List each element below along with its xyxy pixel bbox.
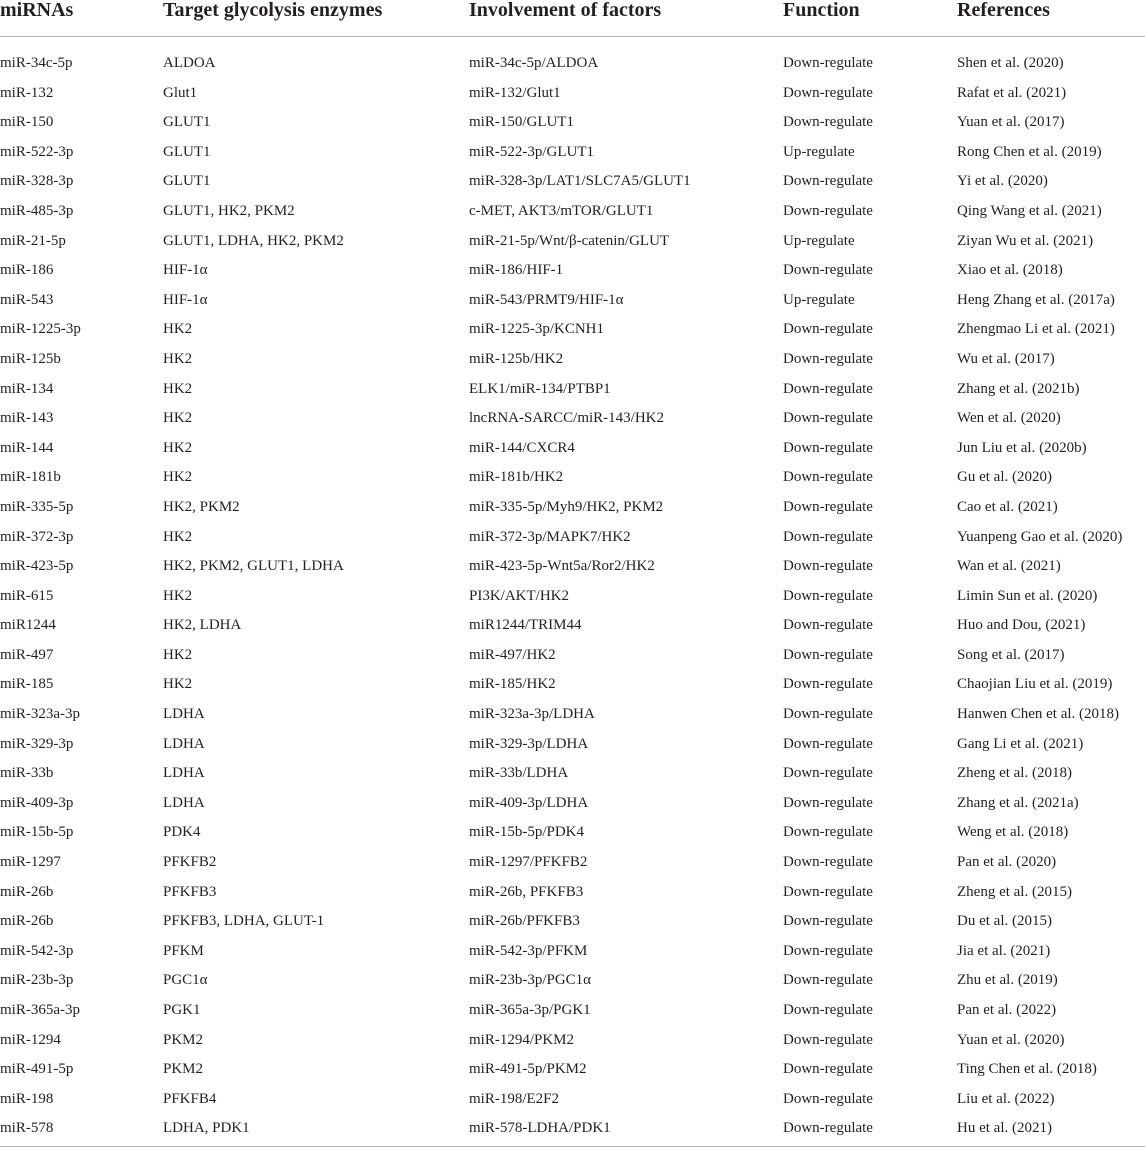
cell-target-enzymes: HK2 — [163, 350, 193, 367]
cell-involvement: miR-542-3p/PFKM — [469, 942, 588, 959]
cell-mirna: miR-1225-3p — [0, 321, 81, 338]
cell-function: Down-regulate — [783, 321, 873, 338]
cell-involvement: miR-423-5p-Wnt5a/Ror2/HK2 — [469, 558, 655, 575]
cell-reference: Zhang et al. (2021b) — [957, 380, 1080, 397]
cell-function: Down-regulate — [783, 380, 873, 397]
cell-target-enzymes: HK2 — [163, 646, 193, 663]
cell-mirna: miR-144 — [0, 439, 54, 456]
cell-target-enzymes: ALDOA — [163, 55, 216, 71]
cell-involvement: miR-328-3p/LAT1/SLC7A5/GLUT1 — [469, 173, 691, 190]
cell-involvement: miR-335-5p/Myh9/HK2, PKM2 — [469, 498, 664, 515]
cell-involvement: miR-132/Glut1 — [469, 84, 561, 101]
cell-function: Down-regulate — [783, 262, 873, 279]
cell-target-enzymes: HK2 — [163, 469, 193, 486]
cell-reference: Weng et al. (2018) — [957, 824, 1069, 841]
cell-function: Down-regulate — [783, 84, 873, 101]
cell-reference: Zhengmao Li et al. (2021) — [957, 321, 1115, 338]
cell-target-enzymes: PFKFB4 — [163, 1090, 217, 1107]
cell-reference: Wu et al. (2017) — [957, 350, 1055, 367]
table-row — [0, 1085, 1145, 1115]
cell-reference: Rafat et al. (2021) — [957, 84, 1067, 101]
cell-involvement: miR-34c-5p/ALDOA — [469, 55, 599, 71]
cell-involvement: miR-181b/HK2 — [469, 469, 564, 486]
cell-involvement: miR-23b-3p/PGC1α — [469, 972, 592, 989]
table-row — [0, 966, 1145, 996]
cell-function: Down-regulate — [783, 1114, 957, 1146]
cell-involvement: miR-409-3p/LDHA — [469, 794, 589, 811]
cell-involvement: miR-491-5p/PKM2 — [469, 1061, 587, 1078]
cell-mirna: miR-497 — [0, 646, 54, 663]
cell-target-enzymes: HK2 — [163, 439, 193, 456]
cell-function: Down-regulate — [783, 883, 873, 900]
cell-function: Down-regulate — [783, 350, 873, 367]
cell-target-enzymes: GLUT1 — [163, 114, 211, 131]
cell-involvement: miR-198/E2F2 — [469, 1090, 560, 1107]
cell-reference: Liu et al. (2022) — [957, 1090, 1055, 1107]
cell-target-enzymes: PGC1α — [163, 972, 208, 989]
cell-target-enzymes: HK2 — [163, 321, 193, 338]
cell-reference: Pan et al. (2022) — [957, 1002, 1057, 1018]
cell-target-enzymes: PDK4 — [163, 824, 201, 841]
cell-target-enzymes: HK2, PKM2, GLUT1, LDHA — [163, 558, 344, 575]
cell-mirna: miR-615 — [0, 587, 54, 604]
cell-function: Up-regulate — [783, 291, 855, 308]
cell-function: Down-regulate — [783, 173, 873, 190]
cell-mirna: miR-150 — [0, 114, 54, 131]
cell-reference: Wan et al. (2021) — [957, 558, 1061, 575]
cell-mirna: miR-15b-5p — [0, 824, 74, 841]
cell-reference: Ziyan Wu et al. (2021) — [957, 232, 1094, 249]
cell-reference: Yuan et al. (2020) — [957, 1031, 1065, 1048]
cell-reference: Xiao et al. (2018) — [957, 262, 1063, 279]
cell-mirna: miR-485-3p — [0, 202, 74, 219]
cell-mirna: miR-491-5p — [0, 1061, 74, 1078]
cell-involvement: miR1244/TRIM44 — [469, 617, 582, 634]
cell-involvement: miR-185/HK2 — [469, 676, 556, 693]
cell-target-enzymes: LDHA — [163, 735, 205, 752]
cell-function: Up-regulate — [783, 232, 855, 249]
cell-target-enzymes: PFKFB3 — [163, 883, 217, 900]
cell-target-enzymes: LDHA, PDK1 — [163, 1114, 469, 1146]
cell-target-enzymes: Glut1 — [163, 84, 198, 101]
cell-involvement: miR-1225-3p/KCNH1 — [469, 321, 604, 338]
cell-involvement: miR-372-3p/MAPK7/HK2 — [469, 528, 631, 545]
cell-mirna: miR-543 — [0, 291, 54, 308]
cell-reference: Gu et al. (2020) — [957, 469, 1052, 486]
cell-mirna: miR-186 — [0, 262, 54, 279]
cell-mirna: miR-323a-3p — [0, 706, 80, 723]
table-row — [0, 197, 1145, 227]
cell-mirna: miR-329-3p — [0, 735, 74, 752]
cell-mirna: miR-21-5p — [0, 232, 66, 249]
cell-function: Down-regulate — [783, 972, 873, 989]
cell-function: Down-regulate — [783, 765, 873, 782]
cell-mirna: miR-185 — [0, 676, 54, 693]
table-row — [0, 37, 1145, 79]
cell-function: Down-regulate — [783, 498, 873, 515]
cell-target-enzymes: LDHA — [163, 794, 205, 811]
cell-reference: Du et al. (2015) — [957, 913, 1052, 930]
cell-function: Down-regulate — [783, 794, 873, 811]
cell-mirna: miR-132 — [0, 84, 54, 101]
cell-function: Down-regulate — [783, 1090, 873, 1107]
cell-reference: Jun Liu et al. (2020b) — [957, 439, 1087, 456]
cell-function: Down-regulate — [783, 1061, 873, 1078]
table-row — [0, 434, 1145, 464]
cell-function: Down-regulate — [783, 558, 873, 575]
cell-target-enzymes: PGK1 — [163, 1002, 201, 1018]
cell-target-enzymes: GLUT1, HK2, PKM2 — [163, 202, 295, 219]
table-row — [0, 227, 1145, 257]
cell-target-enzymes: HK2 — [163, 528, 193, 545]
cell-target-enzymes: PKM2 — [163, 1031, 204, 1048]
cell-function: Down-regulate — [783, 646, 873, 663]
cell-mirna: miR-23b-3p — [0, 972, 74, 989]
cell-function: Down-regulate — [783, 439, 873, 456]
cell-reference: Rong Chen et al. (2019) — [957, 143, 1102, 160]
table-row — [0, 375, 1145, 405]
table-row — [0, 256, 1145, 286]
cell-involvement: miR-26b, PFKFB3 — [469, 883, 584, 900]
cell-mirna: miR-409-3p — [0, 794, 74, 811]
cell-function: Down-regulate — [783, 854, 873, 871]
cell-involvement: miR-26b/PFKFB3 — [469, 913, 580, 930]
cell-involvement: miR-1294/PKM2 — [469, 1031, 575, 1048]
cell-reference: Heng Zhang et al. (2017a) — [957, 291, 1115, 308]
cell-target-enzymes: PFKFB3, LDHA, GLUT-1 — [163, 913, 325, 930]
cell-target-enzymes: HK2 — [163, 410, 193, 427]
cell-function: Down-regulate — [783, 469, 873, 486]
table-row — [0, 878, 1145, 908]
cell-reference: Limin Sun et al. (2020) — [957, 587, 1098, 604]
cell-involvement: miR-497/HK2 — [469, 646, 556, 663]
table-row — [0, 345, 1145, 375]
table-row — [0, 582, 1145, 612]
table-row — [0, 286, 1145, 316]
header-target-enzymes: Target glycolysis enzymes — [163, 0, 469, 37]
cell-function: Down-regulate — [783, 1031, 873, 1048]
cell-involvement: miR-186/HIF-1 — [469, 262, 564, 279]
table-row — [0, 315, 1145, 345]
cell-involvement: c-MET, AKT3/mTOR/GLUT1 — [469, 202, 654, 219]
header-mirnas: miRNAs — [0, 0, 163, 37]
cell-mirna: miR-1294 — [0, 1031, 61, 1048]
cell-reference: Wen et al. (2020) — [957, 410, 1061, 427]
cell-mirna: miR-125b — [0, 350, 61, 367]
cell-reference: Shen et al. (2020) — [957, 55, 1064, 71]
table-row — [0, 670, 1145, 700]
cell-mirna: miR-365a-3p — [0, 1002, 80, 1018]
cell-target-enzymes: PKM2 — [163, 1061, 204, 1078]
cell-involvement: miR-365a-3p/PGK1 — [469, 1002, 591, 1018]
table-row — [0, 523, 1145, 553]
cell-target-enzymes: GLUT1, LDHA, HK2, PKM2 — [163, 232, 344, 249]
cell-reference: Song et al. (2017) — [957, 646, 1065, 663]
table-row — [0, 937, 1145, 967]
cell-mirna: miR-522-3p — [0, 143, 74, 160]
cell-target-enzymes: PFKM — [163, 942, 204, 959]
cell-involvement: miR-144/CXCR4 — [469, 439, 575, 456]
cell-reference: Zheng et al. (2018) — [957, 765, 1072, 782]
cell-mirna: miR-33b — [0, 765, 54, 782]
header-involvement-factors: Involvement of factors — [469, 0, 783, 37]
cell-involvement: miR-15b-5p/PDK4 — [469, 824, 585, 841]
cell-involvement: miR-522-3p/GLUT1 — [469, 143, 594, 160]
cell-mirna: miR-34c-5p — [0, 55, 73, 71]
cell-mirna: miR-198 — [0, 1090, 54, 1107]
cell-involvement: miR-125b/HK2 — [469, 350, 564, 367]
cell-mirna: miR-542-3p — [0, 942, 74, 959]
table-row — [0, 700, 1145, 730]
cell-reference: Zhang et al. (2021a) — [957, 794, 1079, 811]
cell-function: Down-regulate — [783, 735, 873, 752]
table-row — [0, 1114, 1145, 1146]
cell-reference: Hanwen Chen et al. (2018) — [957, 706, 1120, 723]
table-row — [0, 108, 1145, 138]
cell-function: Down-regulate — [783, 824, 873, 841]
cell-reference: Yuanpeng Gao et al. (2020) — [957, 528, 1123, 545]
table-row — [0, 996, 1145, 1026]
table-row — [0, 404, 1145, 434]
table-row — [0, 552, 1145, 582]
cell-target-enzymes: HK2 — [163, 380, 193, 397]
cell-reference: Yuan et al. (2017) — [957, 114, 1065, 131]
cell-reference: Jia et al. (2021) — [957, 942, 1051, 959]
cell-reference: Zheng et al. (2015) — [957, 883, 1072, 900]
cell-mirna: miR-26b — [0, 883, 54, 900]
table-row — [0, 611, 1145, 641]
cell-target-enzymes: HIF-1α — [163, 262, 208, 279]
cell-function: Down-regulate — [783, 617, 873, 634]
table-body — [0, 37, 1145, 1147]
cell-reference: Qing Wang et al. (2021) — [957, 202, 1102, 219]
table-row — [0, 167, 1145, 197]
cell-target-enzymes: HK2, PKM2 — [163, 498, 240, 515]
cell-involvement: ELK1/miR-134/PTBP1 — [469, 380, 611, 397]
cell-mirna: miR-181b — [0, 469, 61, 486]
cell-target-enzymes: LDHA — [163, 706, 205, 723]
cell-mirna: miR-1297 — [0, 854, 61, 871]
cell-function: Down-regulate — [783, 55, 873, 71]
cell-reference: Hu et al. (2021) — [957, 1114, 1145, 1146]
cell-function: Down-regulate — [783, 114, 873, 131]
cell-involvement: PI3K/AKT/HK2 — [469, 587, 569, 604]
cell-mirna: miR-335-5p — [0, 498, 74, 515]
header-function: Function — [783, 0, 957, 37]
table-row — [0, 493, 1145, 523]
cell-involvement: miR-329-3p/LDHA — [469, 735, 589, 752]
cell-function: Down-regulate — [783, 528, 873, 545]
cell-target-enzymes: HK2 — [163, 676, 193, 693]
cell-target-enzymes: GLUT1 — [163, 143, 211, 160]
cell-reference: Cao et al. (2021) — [957, 498, 1058, 515]
cell-reference: Ting Chen et al. (2018) — [957, 1061, 1097, 1078]
cell-function: Down-regulate — [783, 706, 873, 723]
cell-reference: Chaojian Liu et al. (2019) — [957, 676, 1113, 693]
table-row — [0, 79, 1145, 109]
cell-target-enzymes: PFKFB2 — [163, 854, 217, 871]
cell-function: Down-regulate — [783, 942, 873, 959]
cell-mirna: miR1244 — [0, 617, 56, 634]
table-row — [0, 907, 1145, 937]
cell-function: Up-regulate — [783, 143, 855, 160]
cell-reference: Gang Li et al. (2021) — [957, 735, 1084, 752]
cell-involvement: miR-578-LDHA/PDK1 — [469, 1114, 783, 1146]
cell-target-enzymes: HIF-1α — [163, 291, 208, 308]
table-row — [0, 759, 1145, 789]
cell-involvement: miR-150/GLUT1 — [469, 114, 574, 131]
cell-mirna: miR-328-3p — [0, 173, 74, 190]
cell-function: Down-regulate — [783, 676, 873, 693]
table-row — [0, 641, 1145, 671]
table-row — [0, 1055, 1145, 1085]
table-row — [0, 789, 1145, 819]
table-row — [0, 730, 1145, 760]
cell-function: Down-regulate — [783, 410, 873, 427]
cell-target-enzymes: HK2, LDHA — [163, 617, 242, 634]
header-references: References — [957, 0, 1145, 37]
cell-target-enzymes: GLUT1 — [163, 173, 211, 190]
cell-mirna: miR-143 — [0, 410, 54, 427]
cell-function: Down-regulate — [783, 587, 873, 604]
cell-mirna: miR-26b — [0, 913, 54, 930]
table-row — [0, 848, 1145, 878]
cell-function: Down-regulate — [783, 1002, 873, 1018]
cell-mirna: miR-372-3p — [0, 528, 74, 545]
cell-target-enzymes: HK2 — [163, 587, 193, 604]
header-row — [0, 0, 1145, 37]
cell-mirna: miR-134 — [0, 380, 54, 397]
cell-function: Down-regulate — [783, 202, 873, 219]
cell-target-enzymes: LDHA — [163, 765, 205, 782]
table-row — [0, 818, 1145, 848]
cell-mirna: miR-423-5p — [0, 558, 74, 575]
cell-reference: Huo and Dou, (2021) — [957, 617, 1086, 634]
cell-mirna: miR-578 — [0, 1114, 163, 1146]
cell-reference: Zhu et al. (2019) — [957, 972, 1058, 989]
cell-involvement: miR-21-5p/Wnt/β-catenin/GLUT — [469, 232, 670, 249]
cell-involvement: miR-33b/LDHA — [469, 765, 569, 782]
cell-reference: Yi et al. (2020) — [957, 173, 1048, 190]
cell-function: Down-regulate — [783, 913, 873, 930]
cell-involvement: miR-1297/PFKFB2 — [469, 854, 588, 871]
table-row — [0, 1026, 1145, 1056]
cell-involvement: lncRNA-SARCC/miR-143/HK2 — [469, 410, 665, 427]
cell-involvement: miR-323a-3p/LDHA — [469, 706, 595, 723]
cell-reference: Pan et al. (2020) — [957, 854, 1057, 871]
table-row — [0, 138, 1145, 168]
cell-involvement: miR-543/PRMT9/HIF-1α — [469, 291, 624, 308]
table-row — [0, 463, 1145, 493]
